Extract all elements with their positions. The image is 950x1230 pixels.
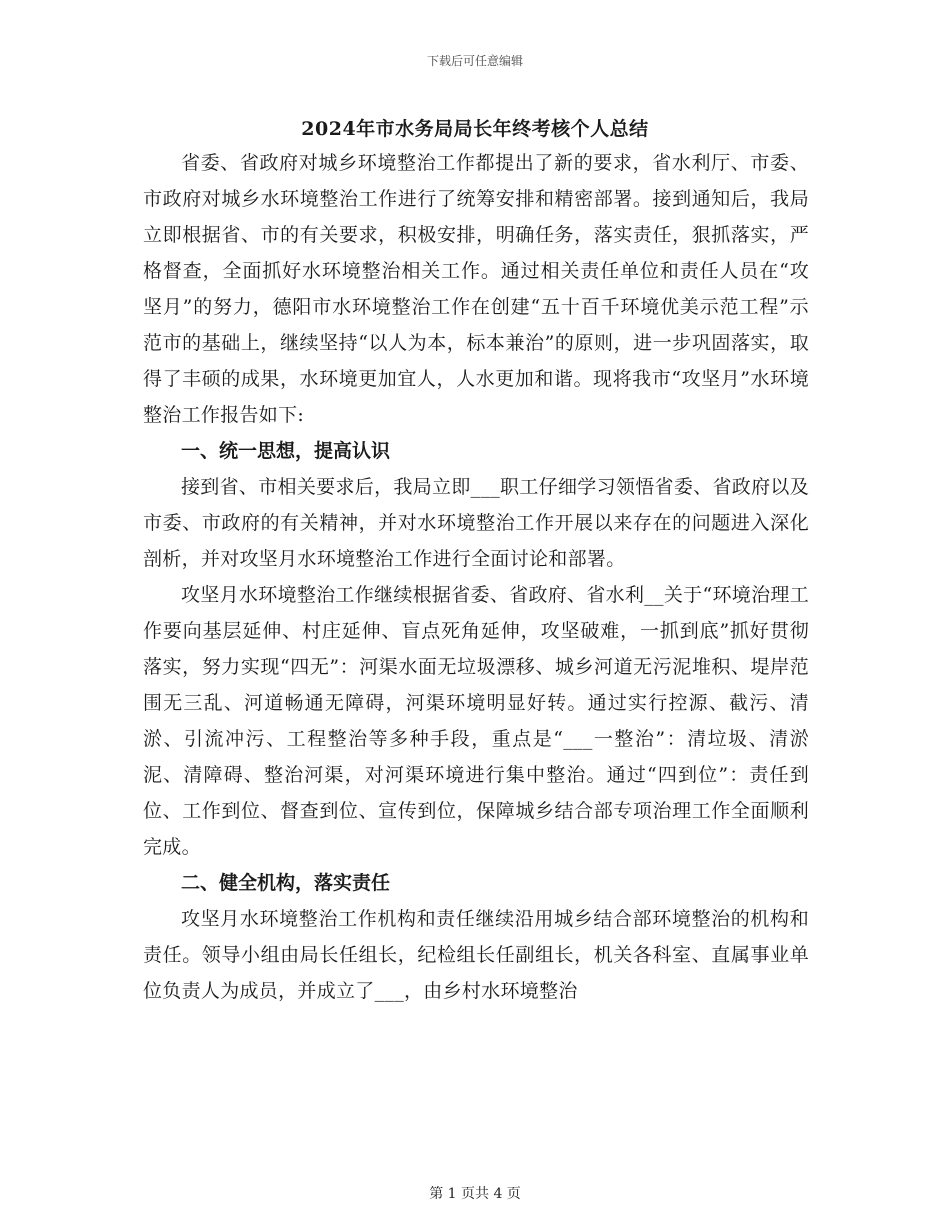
section1-paragraph-2: 攻坚月水环境整治工作继续根据省委、省政府、省水利__关于“环境治理工作要向基层延伸、村庄延伸、盲点死角延伸，攻坚破难，一抓到底”抓好贯彻落实，努力实现“四无”：河渠水面无垃圾漂移、城乡河道无污泥堆积、堤岸范围无三乱、河道畅通无障碍，河渠环境明显好转。通过实行控源、截污、清淤、引流冲污、工程整治等多种手段，重点是“___一整治”：清垃圾、清淤泥、清障碍、整治河渠，对河渠环境进行集中整治。通过“四到位”：责任到位、工作到位、督查到位、宣传到位，保障城乡结合部专项治理工作全面顺利完成。 [143,584,809,858]
document-body [143,145,809,1009]
section1-paragraph-1: 接到省、市相关要求后，我局立即___职工仔细学习领悟省委、省政府以及市委、市政府的有关精神，并对水环境整治工作开展以来存在的问题进入深化剖析，并对攻坚月水环境整治工作进行全面讨论和部署。 [143,476,809,570]
section-heading-2: 二、健全机构，落实责任 [181,872,391,894]
page-header-note: 下载后可任意编辑 [426,54,523,68]
page-number-footer: 第 1 页共 4 页 [429,1186,521,1202]
section-heading-1: 一、统一思想，提高认识 [181,440,391,462]
section2-paragraph-1: 攻坚月水环境整治工作机构和责任继续沿用城乡结合部环境整治的机构和责任。领导小组由局长任组长，纪检组长任副组长，机关各科室、直属事业单位负责人为成员，并成立了___，由乡村水环境整治 [143,908,809,1002]
intro-paragraph: 省委、省政府对城乡环境整治工作都提出了新的要求，省水利厅、市委、市政府对城乡水环境整治工作进行了统筹安排和精密部署。接到通知后，我局立即根据省、市的有关要求，积极安排，明确任务，落实责任，狠抓落实，严格督查，全面抓好水环境整治相关工作。通过相关责任单位和责任人员在“攻坚月”的努力，德阳市水环境整治工作在创建“五十百千环境优美示范工程”示范市的基础上，继续坚持“以人为本，标本兼治”的原则，进一步巩固落实，取得了丰硕的成果，水环境更加宜人，人水更加和谐。现将我市“攻坚月”水环境整治工作报告如下: [143,152,809,426]
document-title: 2024年市水务局局长年终考核个人总结 [301,118,649,140]
